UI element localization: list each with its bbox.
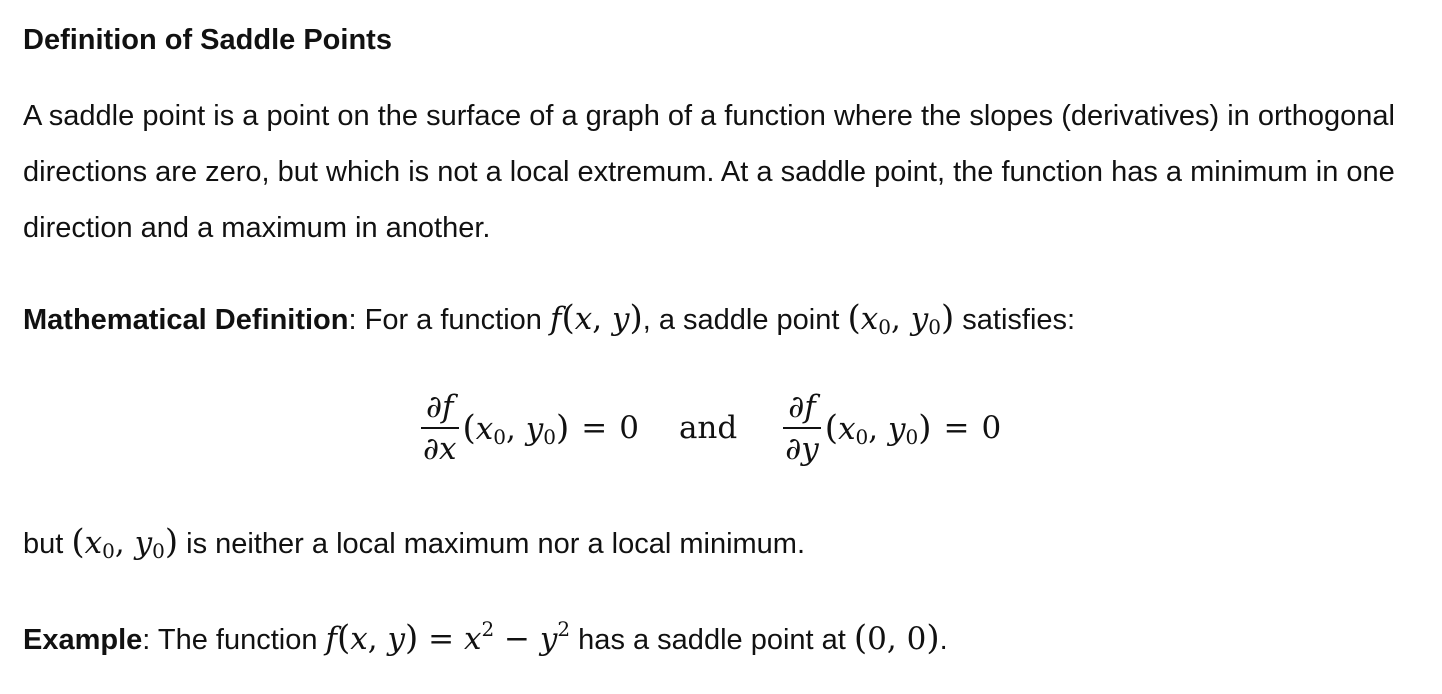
zero-value: 0 — [981, 410, 1002, 446]
partial-x-condition — [421, 387, 639, 469]
point-x0-y0: ($x_0$, $y_0$) — [847, 298, 955, 339]
fraction-numerator: ∂f — [426, 389, 454, 426]
intro-paragraph: A saddle point is a point on the surface of a graph of a function where the slopes (derivatives) in orthogonal directions are zero, but which is not a local extremum. At a saddle point, the function has a minimum in one direction and a maximum in another. — [23, 100, 1395, 244]
example-function: f(x, $y) = x^2 - y^2$ — [325, 617, 571, 658]
fraction-numerator: ∂f — [788, 389, 816, 426]
fraction-df-dx — [421, 387, 459, 469]
equals-sign: = — [943, 410, 970, 446]
fraction-df-dy — [783, 387, 821, 469]
math-definition-label: Mathematical Definition — [23, 304, 349, 336]
math-definition-text-2: , a saddle point — [642, 304, 848, 336]
section-heading: Definition of Saddle Points — [23, 24, 392, 56]
fraction-denominator: ∂y — [785, 430, 819, 467]
and-word: and — [678, 410, 738, 446]
example-text-1: : The function — [142, 624, 326, 656]
point-x0-y0: ($x_0$, $y_0$) — [71, 522, 179, 563]
math-definition-text-3: satisfies: — [954, 304, 1076, 336]
condition-text-2: is neither a local maximum nor a local minimum. — [178, 528, 806, 560]
zero-value: 0 — [619, 410, 639, 446]
equals-sign: = — [581, 410, 608, 446]
origin-point: (0, 0) — [853, 618, 940, 658]
partial-y-condition — [783, 387, 1001, 469]
condition-line — [23, 522, 805, 564]
fraction-denominator: ∂x — [423, 430, 457, 467]
math-definition-text-1: : For a function — [348, 304, 550, 336]
example-line — [23, 618, 948, 660]
example-text-2: has a saddle point at — [570, 624, 854, 656]
point-args: ($x_0$, $y_0$) — [824, 408, 932, 449]
example-label: Example — [23, 624, 143, 656]
example-text-3: . — [939, 624, 948, 656]
math-definition-line — [23, 298, 1075, 340]
display-equation — [421, 378, 1001, 478]
condition-text-1: but — [23, 528, 72, 560]
point-args: ($x_0$, $y_0$) — [462, 408, 570, 449]
function-f-xy: f(x, y) — [550, 298, 643, 338]
